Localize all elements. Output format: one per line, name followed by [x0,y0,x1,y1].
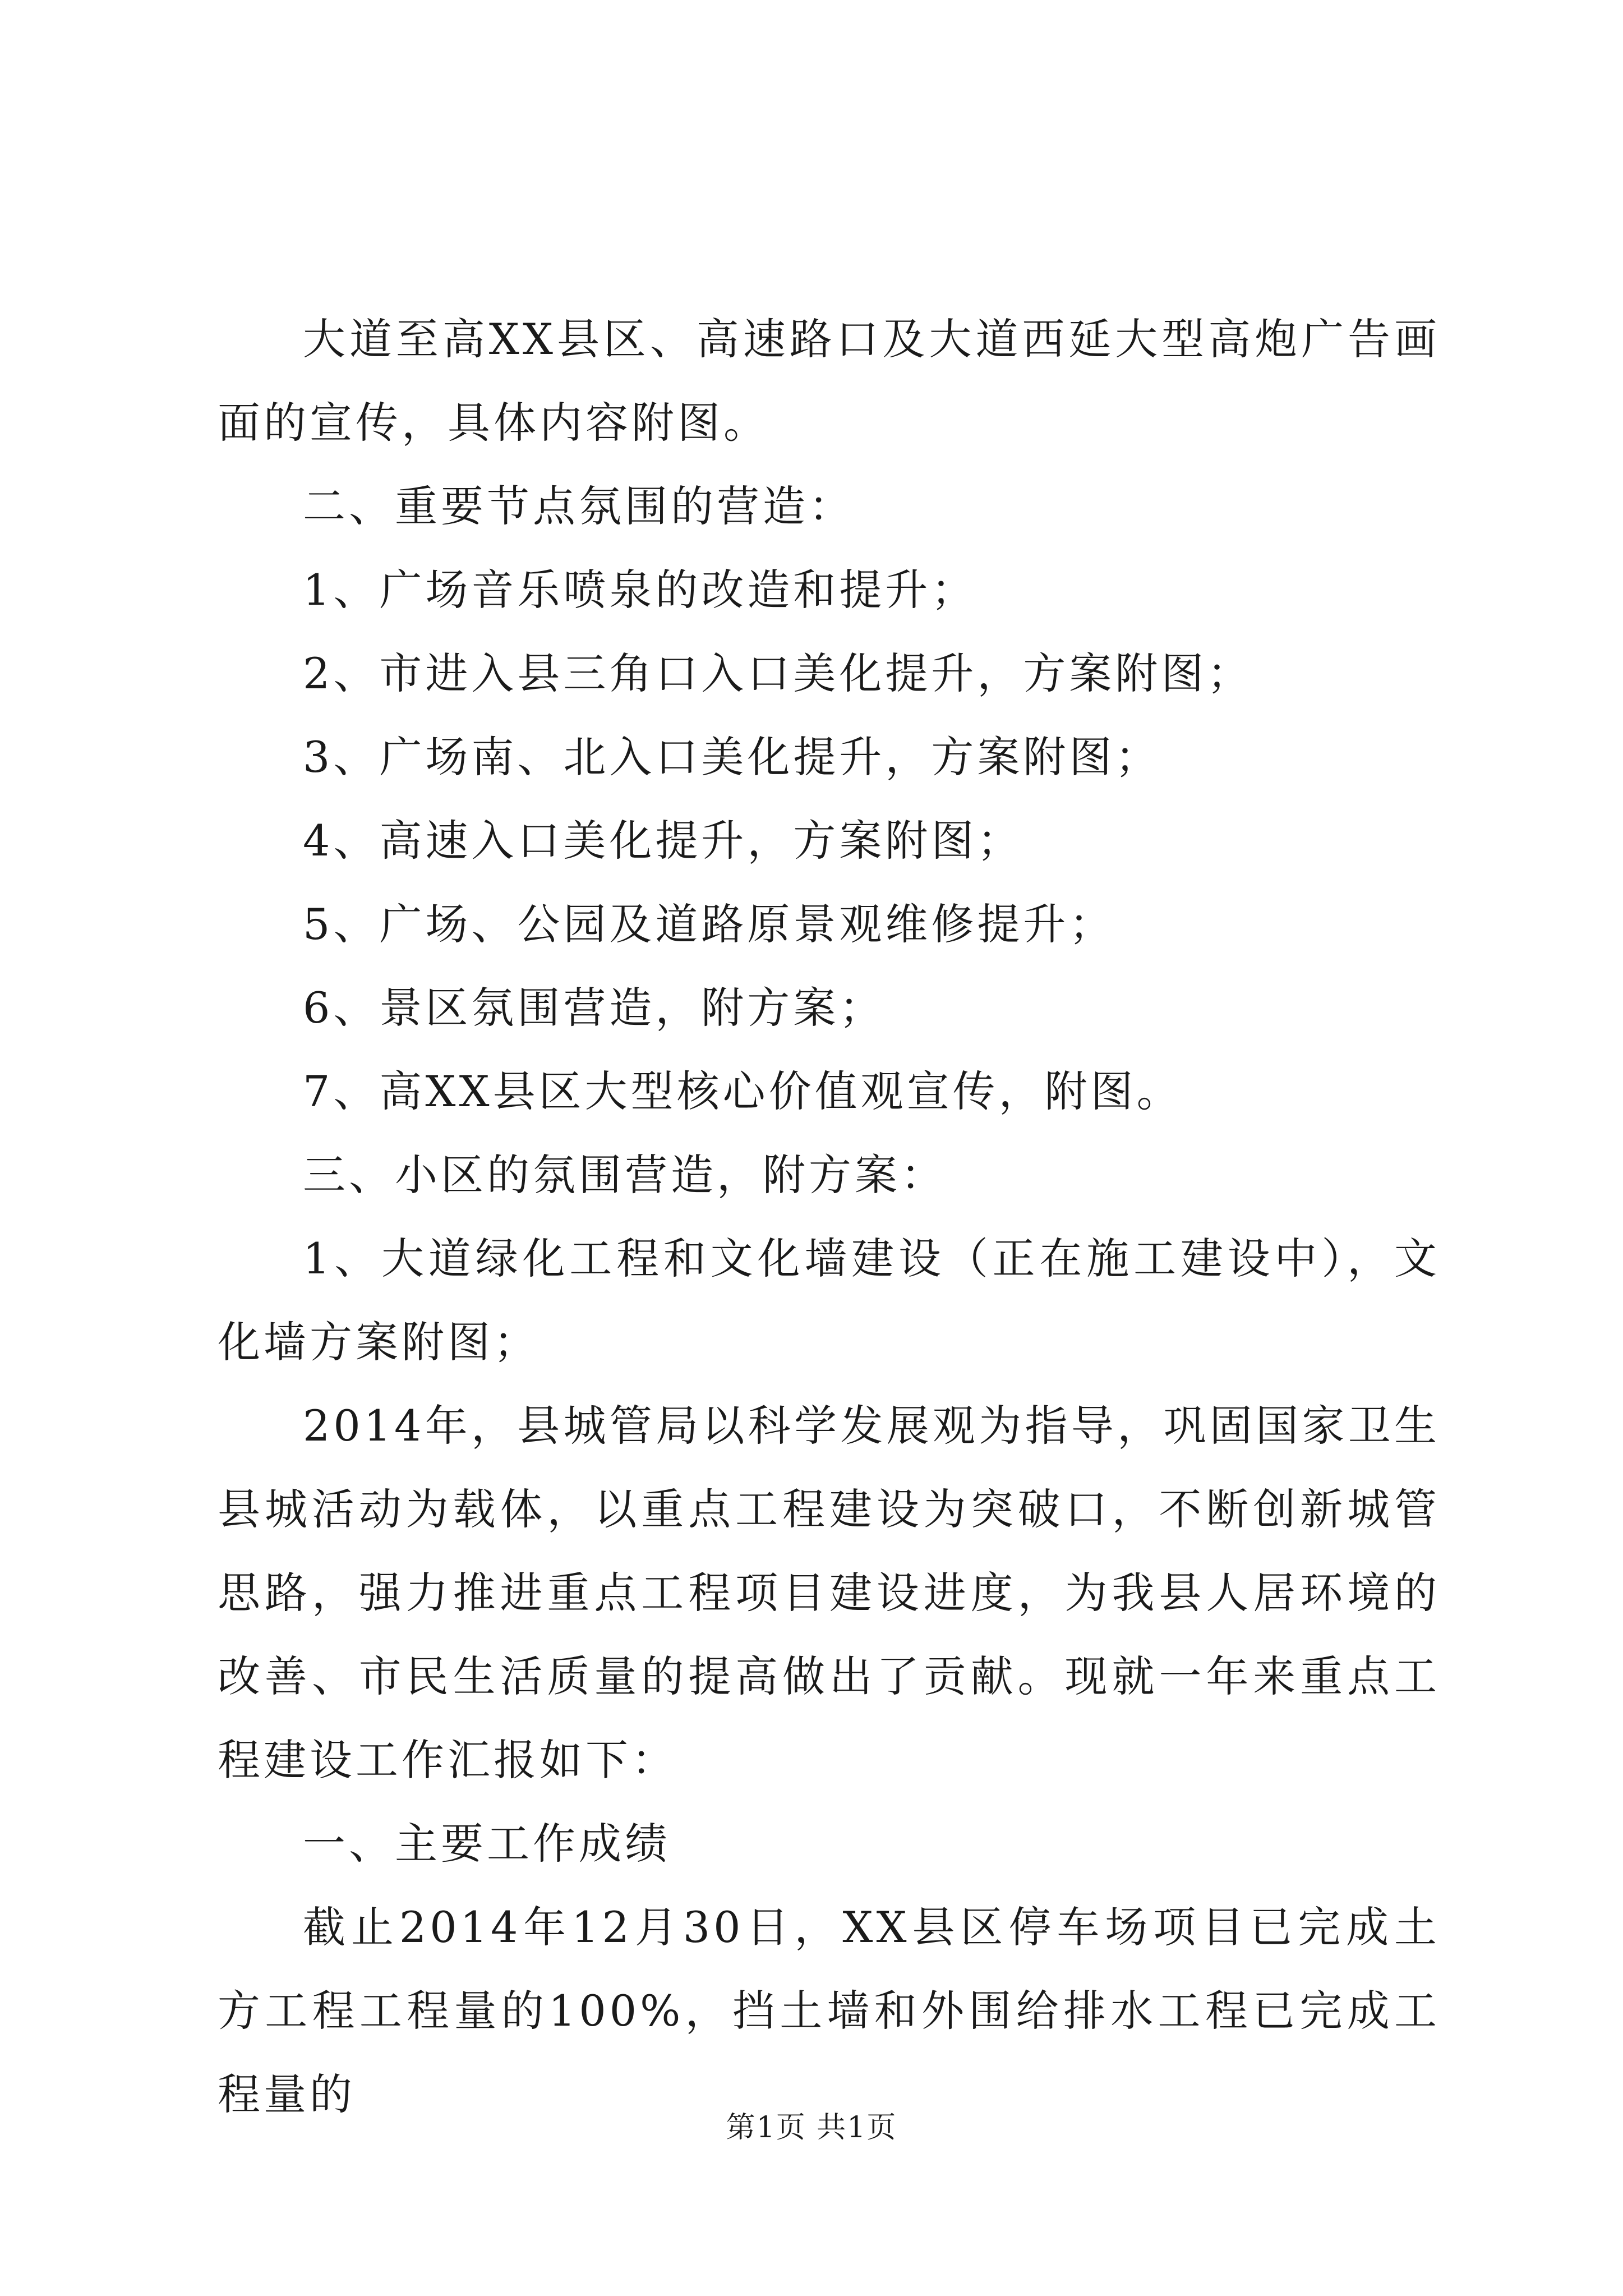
paragraph-annual-summary: 2014年，县城管局以科学发展观为指导，巩固国家卫生县城活动为载体，以重点工程建设为突破口，不断创新城管思路，强力推进重点工程项目建设进度，为我县人居环境的改善、市民生活质量的提高做出了贡献。现就一年来重点工程建设工作汇报如下： [218,1401,1440,1785]
list-item-triangle-entrance: 2、市进入县三角口入口美化提升，方案附图； [303,648,1253,698]
heading-community-atmosphere: 三、小区的氛围营造，附方案： [303,1150,947,1200]
list-item-square-entrances: 3、广场南、北入口美化提升，方案附图； [303,732,1161,782]
heading-main-achievements: 一、主要工作成绩 [303,1819,671,1869]
paragraph-parking-progress: 截止2014年12月30日，XX县区停车场项目已完成土方工程工程量的100%，挡土墙和外围给排水工程已完成工程量的 [218,1902,1440,2119]
heading-key-node-atmosphere: 二、重要节点氛围的营造： [303,481,855,531]
list-item-landscape-repair: 5、广场、公园及道路原景观维修提升； [303,899,1115,949]
list-item-greening-culture-wall: 1、大道绿化工程和文化墙建设（正在施工建设中），文化墙方案附图； [218,1234,1440,1367]
paragraph-billboard-publicity: 大道至高XX县区、高速路口及大道西延大型高炮广告画面的宣传，具体内容附图。 [218,314,1440,448]
list-item-scenic-area: 6、景区氛围营造，附方案； [303,983,886,1033]
list-item-fountain: 1、广场音乐喷泉的改造和提升； [303,565,978,615]
list-item-core-values: 7、高XX县区大型核心价值观宣传，附图。 [303,1066,1183,1116]
list-item-highway-entrance: 4、高速入口美化提升，方案附图； [303,816,1023,866]
page-footer: 第1页 共1页 [726,2111,897,2145]
document-body [218,297,1440,2136]
